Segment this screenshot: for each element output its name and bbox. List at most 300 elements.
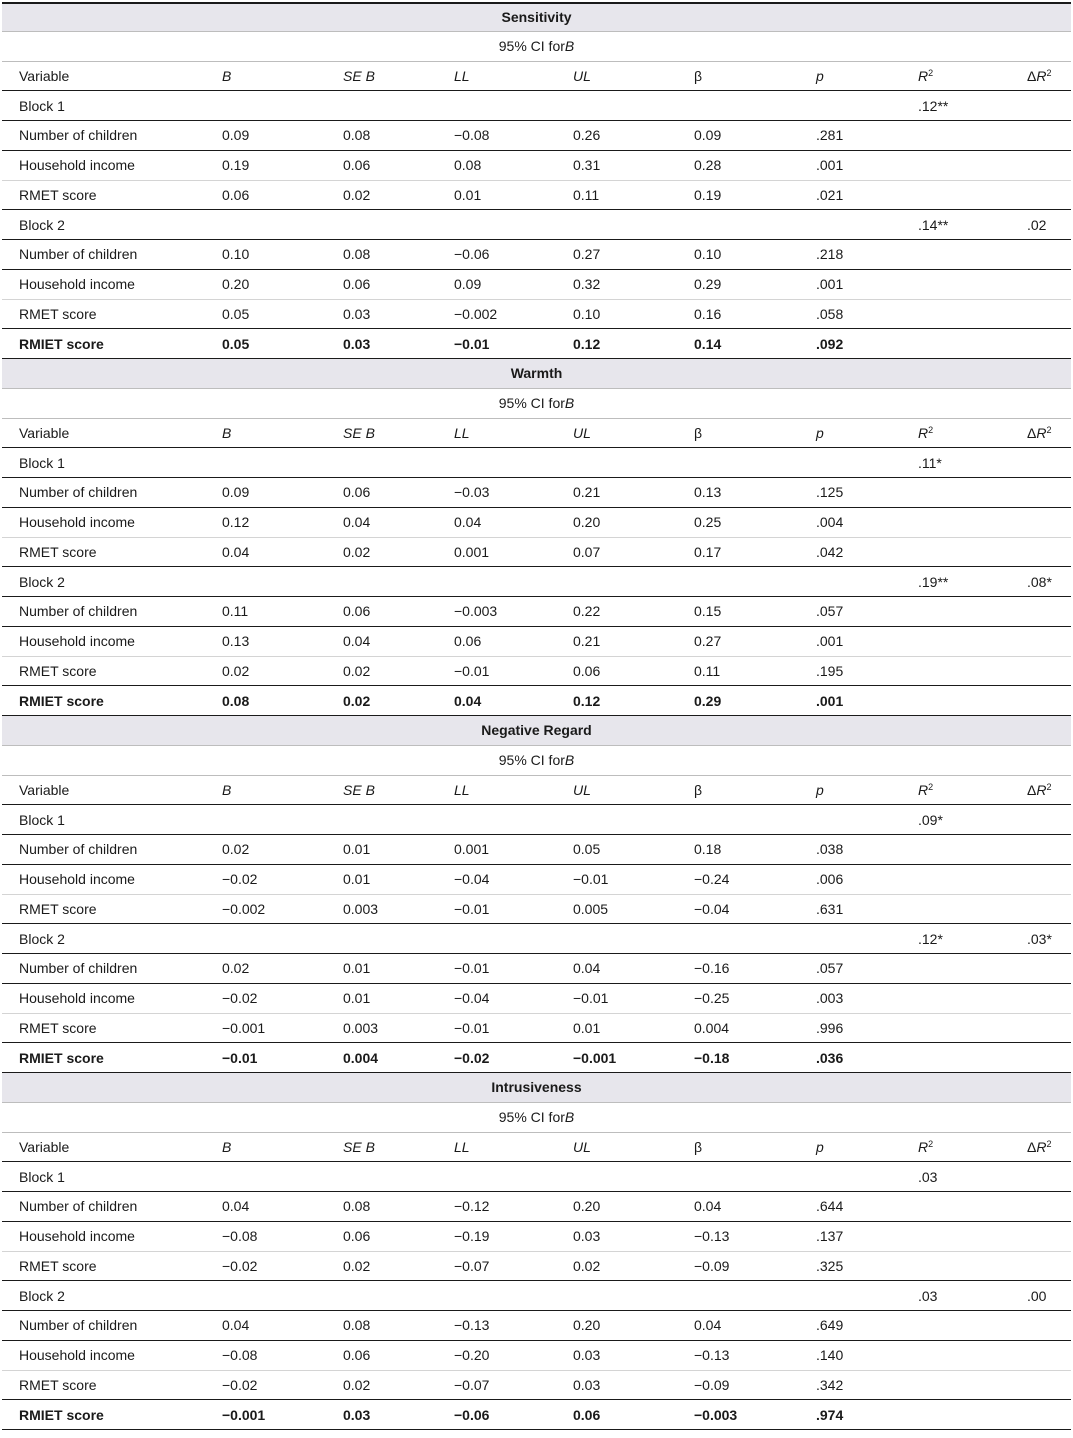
cell-se-b: 0.06 [343, 276, 371, 293]
cell-ul: 0.04 [573, 960, 601, 977]
col-delta-r: R [1036, 424, 1047, 441]
ci-label: 95% CI for [498, 752, 565, 769]
cell-b: −0.08 [222, 1347, 258, 1364]
col-delta-r: R [1036, 781, 1047, 798]
col-r2-sup: 2 [928, 1138, 934, 1149]
col-ul: UL [573, 67, 591, 84]
cell-variable: Household income [19, 276, 135, 293]
table-row [2, 1192, 1071, 1222]
cell-beta: 0.18 [694, 841, 722, 858]
cell-beta: 0.15 [694, 603, 722, 620]
cell-beta: 0.25 [694, 514, 722, 531]
cell-variable: RMET score [19, 543, 97, 560]
cell-b: 0.09 [222, 484, 250, 501]
block-label: Block 1 [19, 1168, 65, 1185]
cell-p: .644 [816, 1198, 844, 1215]
cell-ul: 0.20 [573, 1317, 601, 1334]
table-row [2, 181, 1071, 211]
cell-p: .218 [816, 246, 844, 263]
cell-se-b: 0.03 [343, 335, 371, 352]
ci-header-row [2, 389, 1071, 419]
col-p: p [816, 1138, 824, 1155]
cell-variable: RMET score [19, 305, 97, 322]
table-row [2, 686, 1071, 716]
block-label: Block 2 [19, 1287, 65, 1304]
cell-se-b: 0.02 [343, 662, 371, 679]
ci-label: 95% CI for [498, 395, 565, 412]
cell-ll: 0.001 [454, 543, 490, 560]
cell-variable: RMET score [19, 186, 97, 203]
cell-p: .004 [816, 514, 844, 531]
col-delta-symbol: Δ [1027, 781, 1037, 798]
block-r2: .12* [918, 930, 943, 947]
table-row [2, 1311, 1071, 1341]
cell-se-b: 0.02 [343, 543, 371, 560]
cell-ul: 0.03 [573, 1376, 601, 1393]
cell-ul: 0.02 [573, 1257, 601, 1274]
col-se-b-label: B [361, 1138, 375, 1155]
cell-se-b: 0.08 [343, 1198, 371, 1215]
cell-b: −0.02 [222, 1376, 258, 1393]
cell-se-b: 0.03 [343, 305, 371, 322]
ci-variable: B [564, 1109, 575, 1126]
col-delta-symbol: Δ [1027, 1138, 1037, 1155]
section-title-row [2, 359, 1071, 389]
col-r2 [918, 782, 1027, 798]
cell-se-b: 0.02 [343, 1257, 371, 1274]
block-r2: .14** [918, 216, 949, 233]
cell-p: .649 [816, 1317, 844, 1334]
cell-beta: 0.27 [694, 633, 722, 650]
cell-variable: RMIET score [19, 1049, 104, 1066]
col-r2-sup: 2 [928, 424, 934, 435]
col-delta-sup: 2 [1046, 781, 1052, 792]
cell-ul: −0.01 [573, 990, 609, 1007]
cell-b: 0.20 [222, 276, 250, 293]
cell-se-b: 0.06 [343, 1228, 371, 1245]
cell-se-b: 0.06 [343, 1347, 371, 1364]
cell-ul: 0.11 [573, 186, 600, 203]
cell-p: .021 [816, 186, 844, 203]
col-ul: UL [573, 781, 591, 798]
block-r2: .03 [918, 1168, 938, 1185]
col-delta-sup: 2 [1046, 1138, 1052, 1149]
cell-se-b: 0.01 [343, 960, 371, 977]
cell-ll: −0.01 [454, 900, 490, 917]
cell-se-b: 0.08 [343, 246, 371, 263]
regression-table [2, 2, 1071, 1430]
cell-beta: −0.09 [694, 1257, 730, 1274]
col-r2-r: R [918, 424, 929, 441]
cell-b: −0.08 [222, 1228, 258, 1245]
ci-label: 95% CI for [498, 1109, 565, 1126]
cell-p: .042 [816, 543, 844, 560]
cell-beta: 0.17 [694, 543, 722, 560]
cell-p: .057 [816, 603, 844, 620]
cell-ll: −0.04 [454, 871, 490, 888]
block-label: Block 1 [19, 97, 65, 114]
col-delta-r2 [1027, 782, 1071, 798]
cell-ul: 0.20 [573, 1198, 601, 1215]
block-row [2, 91, 1071, 121]
cell-variable: Number of children [19, 841, 138, 858]
cell-p: .001 [816, 157, 844, 174]
cell-variable: Household income [19, 1347, 135, 1364]
col-beta: β [694, 67, 703, 84]
col-b: B [222, 424, 232, 441]
table-row [2, 1043, 1071, 1073]
cell-beta: 0.19 [694, 186, 722, 203]
cell-ll: −0.002 [454, 305, 498, 322]
table-row [2, 835, 1071, 865]
cell-p: .036 [816, 1049, 844, 1066]
col-variable: Variable [19, 424, 70, 441]
cell-variable: Household income [19, 990, 135, 1007]
cell-beta: −0.24 [694, 871, 730, 888]
cell-ul: 0.06 [573, 1406, 601, 1423]
cell-ul: −0.001 [573, 1049, 617, 1066]
cell-beta: 0.11 [694, 662, 721, 679]
cell-variable: Household income [19, 157, 135, 174]
cell-b: −0.001 [222, 1406, 266, 1423]
cell-p: .140 [816, 1347, 844, 1364]
table-row [2, 240, 1071, 270]
cell-variable: Number of children [19, 484, 138, 501]
cell-ll: 0.04 [454, 692, 482, 709]
col-se-b [343, 782, 454, 798]
col-variable: Variable [19, 781, 70, 798]
cell-se-b: 0.06 [343, 603, 371, 620]
table-row [2, 657, 1071, 687]
col-r2-r: R [918, 781, 929, 798]
cell-variable: Number of children [19, 1317, 138, 1334]
col-r2-r: R [918, 67, 929, 84]
table-row [2, 1371, 1071, 1401]
table-row [2, 329, 1071, 359]
table-row [2, 151, 1071, 181]
ci-variable: B [564, 395, 575, 412]
cell-beta: −0.25 [694, 990, 730, 1007]
cell-variable: Household income [19, 633, 135, 650]
cell-se-b: 0.04 [343, 514, 371, 531]
cell-variable: Number of children [19, 127, 138, 144]
cell-se-b: 0.003 [343, 900, 379, 917]
section-title: Sensitivity [501, 9, 572, 26]
cell-ul: 0.01 [573, 1019, 601, 1036]
ci-variable: B [564, 752, 575, 769]
table-row [2, 1252, 1071, 1282]
cell-p: .281 [816, 127, 844, 144]
section-title-row [2, 716, 1071, 746]
table-row [2, 121, 1071, 151]
col-ll: LL [454, 1138, 470, 1155]
cell-se-b: 0.06 [343, 484, 371, 501]
cell-ll: 0.01 [454, 186, 482, 203]
cell-se-b: 0.003 [343, 1019, 379, 1036]
cell-b: −0.002 [222, 900, 266, 917]
col-beta: β [694, 781, 703, 798]
cell-p: .003 [816, 990, 844, 1007]
section-title-row [2, 2, 1071, 32]
cell-p: .195 [816, 662, 844, 679]
cell-se-b: 0.04 [343, 633, 371, 650]
col-delta-sup: 2 [1046, 67, 1052, 78]
table-row [2, 270, 1071, 300]
cell-ll: −0.01 [454, 960, 490, 977]
cell-variable: Number of children [19, 960, 138, 977]
cell-b: 0.02 [222, 960, 250, 977]
table-row [2, 895, 1071, 925]
cell-se-b: 0.06 [343, 157, 371, 174]
cell-ll: −0.003 [454, 603, 498, 620]
cell-beta: 0.13 [694, 484, 722, 501]
cell-variable: RMET score [19, 1376, 97, 1393]
section-title: Warmth [510, 365, 563, 382]
cell-ul: 0.27 [573, 246, 601, 263]
col-ll: LL [454, 67, 470, 84]
cell-ul: 0.12 [573, 692, 601, 709]
col-delta-symbol: Δ [1027, 424, 1037, 441]
col-beta: β [694, 424, 703, 441]
col-delta-r2 [1027, 68, 1071, 84]
cell-p: .092 [816, 335, 844, 352]
ci-header-row [2, 746, 1071, 776]
cell-variable: Number of children [19, 1198, 138, 1215]
cell-se-b: 0.02 [343, 186, 371, 203]
col-b: B [222, 781, 232, 798]
section-title: Negative Regard [481, 722, 592, 739]
cell-p: .974 [816, 1406, 844, 1423]
cell-b: −0.01 [222, 1049, 258, 1066]
cell-beta: 0.29 [694, 692, 722, 709]
col-r2-sup: 2 [928, 67, 934, 78]
cell-p: .631 [816, 900, 844, 917]
col-se-label: SE [343, 781, 362, 798]
col-r2-r: R [918, 1138, 929, 1155]
cell-se-b: 0.004 [343, 1049, 379, 1066]
block-delta-r2: .08* [1027, 573, 1052, 590]
cell-se-b: 0.02 [343, 692, 371, 709]
cell-ll: −0.06 [454, 246, 490, 263]
col-delta-symbol: Δ [1027, 67, 1037, 84]
col-variable: Variable [19, 1138, 70, 1155]
ci-header-row [2, 32, 1071, 62]
cell-variable: Household income [19, 871, 135, 888]
cell-b: 0.13 [222, 633, 250, 650]
cell-ll: 0.001 [454, 841, 490, 858]
cell-variable: RMET score [19, 1257, 97, 1274]
col-se-label: SE [343, 424, 362, 441]
cell-p: .058 [816, 305, 844, 322]
cell-b: −0.001 [222, 1019, 266, 1036]
cell-beta: −0.13 [694, 1228, 730, 1245]
column-header-row [2, 1133, 1071, 1163]
cell-variable: RMET score [19, 900, 97, 917]
block-label: Block 2 [19, 930, 65, 947]
cell-se-b: 0.08 [343, 1317, 371, 1334]
cell-p: .325 [816, 1257, 844, 1274]
col-se-b [343, 68, 454, 84]
cell-ll: 0.08 [454, 157, 482, 174]
column-header-row [2, 776, 1071, 806]
cell-beta: −0.13 [694, 1347, 730, 1364]
col-ul: UL [573, 424, 591, 441]
cell-b: 0.08 [222, 692, 250, 709]
cell-ll: −0.01 [454, 1019, 490, 1036]
cell-b: −0.02 [222, 871, 258, 888]
cell-ul: −0.01 [573, 871, 609, 888]
cell-variable: RMIET score [19, 692, 104, 709]
cell-variable: RMIET score [19, 1406, 104, 1423]
col-delta-r: R [1036, 67, 1047, 84]
block-row [2, 448, 1071, 478]
cell-ul: 0.03 [573, 1228, 601, 1245]
cell-se-b: 0.08 [343, 127, 371, 144]
block-delta-r2: .00 [1027, 1287, 1047, 1304]
col-ul: UL [573, 1138, 591, 1155]
col-se-b-label: B [361, 67, 375, 84]
col-se-label: SE [343, 1138, 362, 1155]
cell-se-b: 0.03 [343, 1406, 371, 1423]
cell-ul: 0.005 [573, 900, 609, 917]
ci-variable: B [564, 38, 575, 55]
block-row [2, 210, 1071, 240]
cell-se-b: 0.01 [343, 841, 371, 858]
cell-variable: Household income [19, 1228, 135, 1245]
col-p: p [816, 424, 824, 441]
col-ll: LL [454, 424, 470, 441]
cell-b: 0.02 [222, 841, 250, 858]
cell-ul: 0.20 [573, 514, 601, 531]
table-row [2, 508, 1071, 538]
cell-ul: 0.32 [573, 276, 601, 293]
col-se-b [343, 425, 454, 441]
cell-b: −0.02 [222, 990, 258, 1007]
table-row [2, 1400, 1071, 1430]
ci-label: 95% CI for [498, 38, 565, 55]
cell-beta: 0.29 [694, 276, 722, 293]
block-r2: .12** [918, 97, 949, 114]
cell-p: .125 [816, 484, 844, 501]
table-row [2, 954, 1071, 984]
block-label: Block 2 [19, 573, 65, 590]
cell-ul: 0.06 [573, 662, 601, 679]
block-r2: .09* [918, 811, 943, 828]
cell-variable: RMET score [19, 1019, 97, 1036]
col-se-b-label: B [361, 781, 375, 798]
cell-b: 0.09 [222, 127, 250, 144]
cell-ll: −0.04 [454, 990, 490, 1007]
section-title-row [2, 1073, 1071, 1103]
cell-ll: 0.04 [454, 514, 482, 531]
block-r2: .03 [918, 1287, 938, 1304]
cell-ll: −0.20 [454, 1347, 490, 1364]
cell-beta: 0.04 [694, 1317, 722, 1334]
block-label: Block 1 [19, 454, 65, 471]
cell-ll: 0.06 [454, 633, 482, 650]
cell-b: 0.10 [222, 246, 250, 263]
cell-b: 0.04 [222, 1198, 250, 1215]
cell-ul: 0.22 [573, 603, 601, 620]
cell-ll: −0.01 [454, 335, 490, 352]
col-r2-sup: 2 [928, 781, 934, 792]
table-row [2, 1222, 1071, 1252]
cell-ll: −0.08 [454, 127, 490, 144]
cell-ll: −0.07 [454, 1376, 490, 1393]
cell-beta: 0.10 [694, 246, 722, 263]
col-se-b [343, 1139, 454, 1155]
table-row [2, 1341, 1071, 1371]
cell-beta: 0.09 [694, 127, 722, 144]
cell-ll: −0.13 [454, 1317, 490, 1334]
block-row [2, 1281, 1071, 1311]
cell-beta: 0.04 [694, 1198, 722, 1215]
cell-ul: 0.31 [573, 157, 601, 174]
column-header-row [2, 419, 1071, 449]
col-b: B [222, 67, 232, 84]
cell-b: −0.02 [222, 1257, 258, 1274]
table-row [2, 1014, 1071, 1044]
block-row [2, 567, 1071, 597]
cell-ll: −0.03 [454, 484, 490, 501]
cell-p: .057 [816, 960, 844, 977]
col-b: B [222, 1138, 232, 1155]
cell-variable: Number of children [19, 603, 138, 620]
table-row [2, 597, 1071, 627]
cell-p: .001 [816, 692, 844, 709]
col-se-label: SE [343, 67, 362, 84]
cell-p: .137 [816, 1228, 844, 1245]
cell-ll: −0.01 [454, 662, 490, 679]
cell-se-b: 0.01 [343, 990, 371, 1007]
cell-variable: Household income [19, 514, 135, 531]
cell-beta: 0.28 [694, 157, 722, 174]
block-r2: .11* [918, 454, 942, 471]
cell-b: 0.12 [222, 514, 250, 531]
col-r2 [918, 425, 1027, 441]
block-label: Block 1 [19, 811, 65, 828]
cell-p: .996 [816, 1019, 844, 1036]
col-se-b-label: B [361, 424, 375, 441]
col-delta-r: R [1036, 1138, 1047, 1155]
block-row [2, 1162, 1071, 1192]
cell-b: 0.05 [222, 305, 250, 322]
block-row [2, 805, 1071, 835]
cell-p: .038 [816, 841, 844, 858]
table-row [2, 538, 1071, 568]
block-r2: .19** [918, 573, 949, 590]
table-row [2, 300, 1071, 330]
col-beta: β [694, 1138, 703, 1155]
cell-ll: −0.06 [454, 1406, 490, 1423]
cell-beta: −0.04 [694, 900, 730, 917]
cell-beta: 0.004 [694, 1019, 730, 1036]
cell-beta: 0.16 [694, 305, 722, 322]
col-delta-r2 [1027, 1139, 1071, 1155]
col-delta-r2 [1027, 425, 1071, 441]
cell-ll: −0.12 [454, 1198, 490, 1215]
cell-ll: −0.02 [454, 1049, 490, 1066]
cell-ul: 0.21 [573, 633, 601, 650]
cell-b: 0.19 [222, 157, 250, 174]
cell-ul: 0.26 [573, 127, 601, 144]
cell-ul: 0.12 [573, 335, 601, 352]
cell-variable: RMIET score [19, 335, 104, 352]
cell-variable: Number of children [19, 246, 138, 263]
cell-beta: 0.14 [694, 335, 722, 352]
cell-ll: −0.07 [454, 1257, 490, 1274]
cell-p: .342 [816, 1376, 844, 1393]
